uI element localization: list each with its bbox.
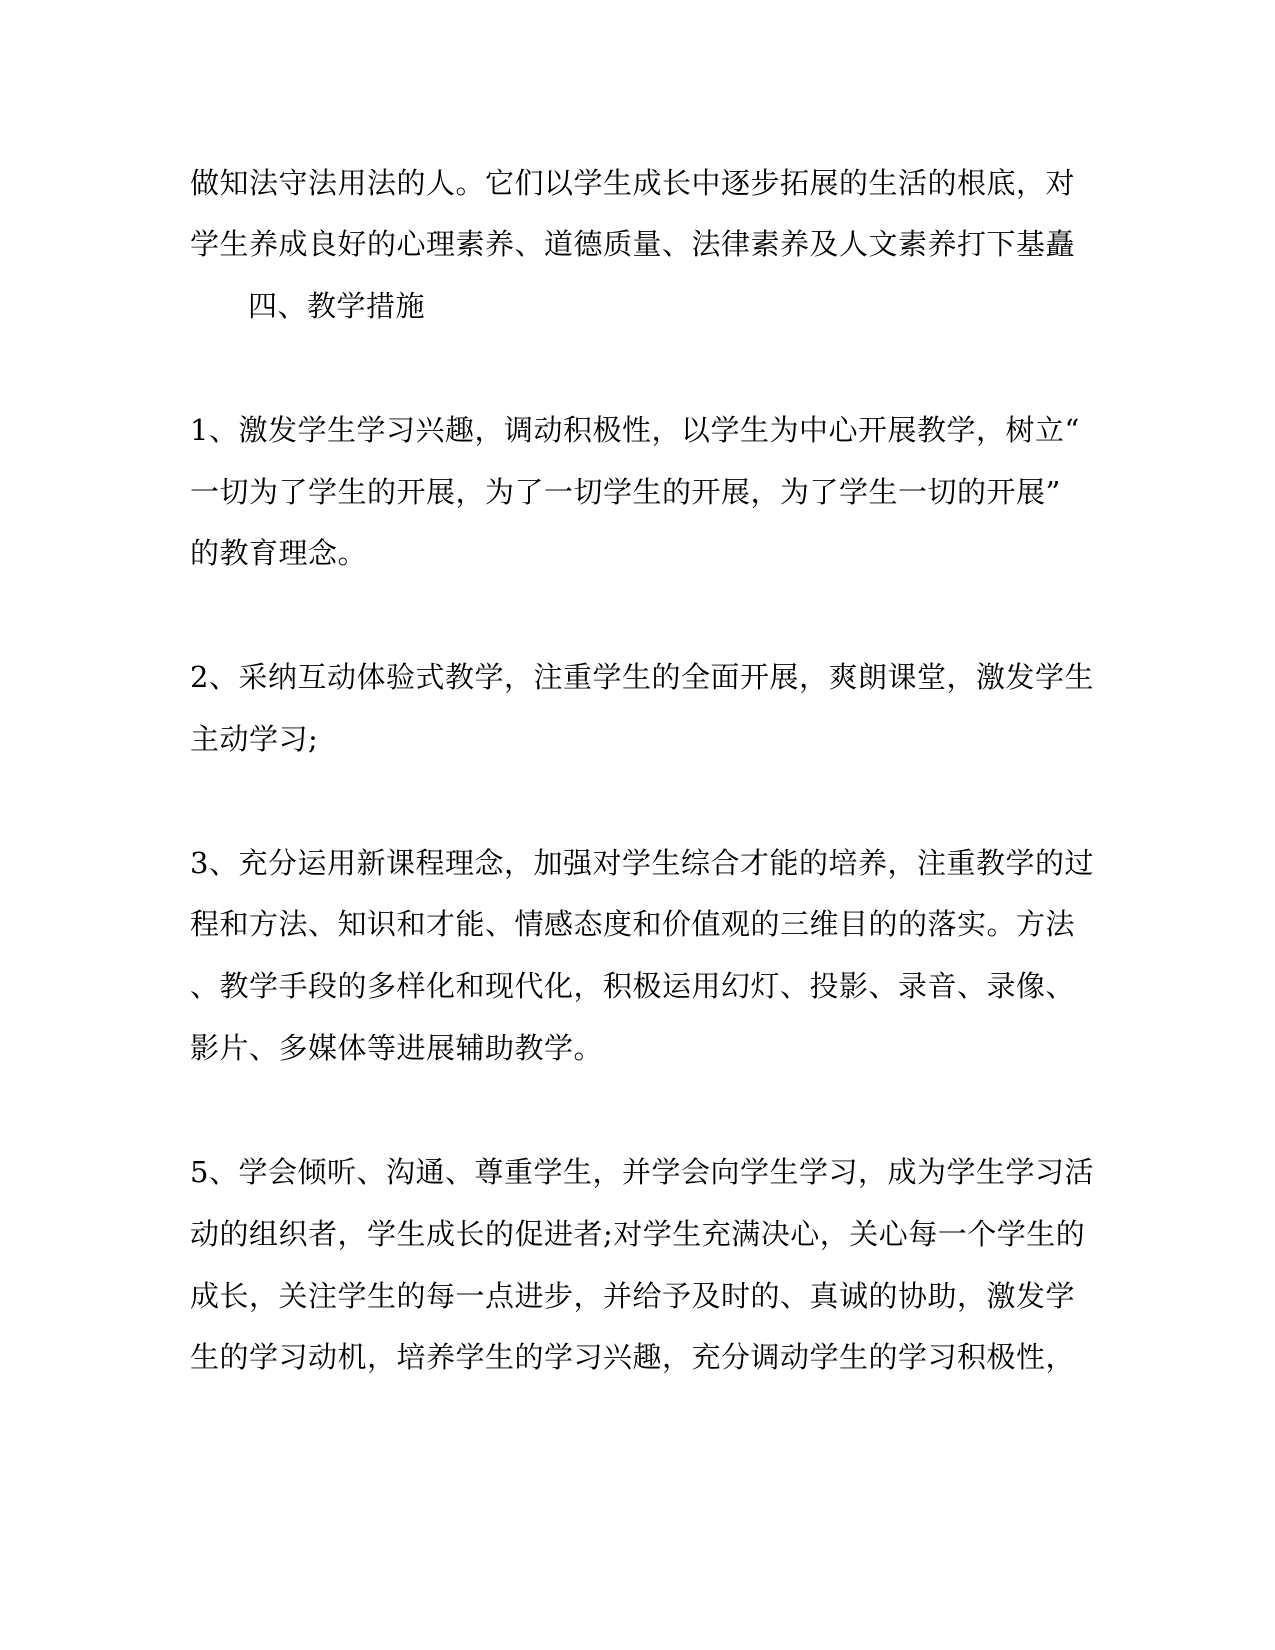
item-line: 、教学手段的多样化和现代化，积极运用幻灯、投影、录音、录像、 bbox=[190, 969, 1076, 1003]
item-line: 5、学会倾听、沟通、尊重学生，并学会向学生学习，成为学生学习活 bbox=[190, 1155, 1094, 1189]
item-line: 一切为了学生的开展，为了一切学生的开展，为了学生一切的开展” bbox=[190, 475, 1061, 509]
item-line: 的教育理念。 bbox=[190, 536, 368, 570]
item-line: 成长，关注学生的每一点进步，并给予及时的、真诚的协助，激发学 bbox=[190, 1279, 1076, 1313]
item-line: 1、激发学生学习兴趣，调动积极性，以学生为中心开展教学，树立“ bbox=[190, 413, 1080, 447]
item-line: 主动学习; bbox=[190, 722, 319, 756]
item-line: 生的学习动机，培养学生的学习兴趣，充分调动学生的学习积极性， bbox=[190, 1340, 1076, 1374]
item-line: 程和方法、知识和才能、情感态度和价值观的三维目的的落实。方法 bbox=[190, 907, 1076, 941]
item-line: 3、充分运用新课程理念，加强对学生综合才能的培养，注重教学的过 bbox=[190, 846, 1094, 880]
item-line: 2、采纳互动体验式教学，注重学生的全面开展，爽朗课堂，激发学生 bbox=[190, 660, 1094, 694]
item-line: 动的组织者，学生成长的促进者;对学生充满决心，关心每一个学生的 bbox=[190, 1217, 1086, 1251]
intro-line: 做知法守法用法的人。它们以学生成长中逐步拓展的生活的根底，对 bbox=[190, 166, 1076, 200]
intro-line: 学生养成良好的心理素养、道德质量、法律素养及人文素养打下基矗 bbox=[190, 227, 1076, 261]
item-line: 影片、多媒体等进展辅助教学。 bbox=[190, 1031, 604, 1065]
section-heading: 四、教学措施 bbox=[248, 289, 426, 323]
